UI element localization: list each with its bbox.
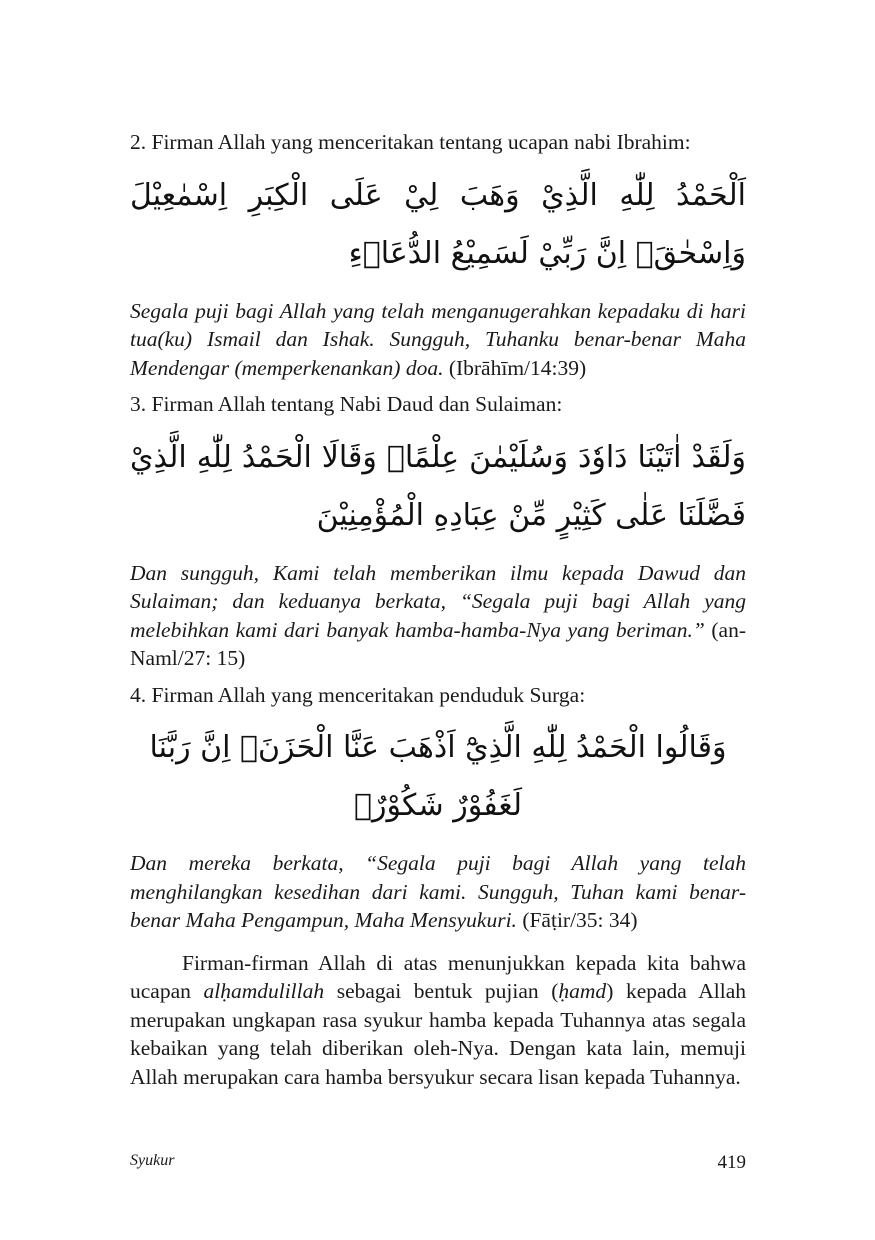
item-2-heading: 2. Firman Allah yang menceritakan tentang ucapan nabi Ibrahim: <box>130 130 691 154</box>
item-4-translation <box>130 849 746 935</box>
paragraph-term-hamd: ḥamd <box>558 979 607 1003</box>
page-content <box>130 128 746 1091</box>
page-number: 419 <box>717 1152 746 1173</box>
item-2-translation-text: Segala puji bagi Allah yang telah menganugerahkan kepadaku di hari tua(ku) Ismail dan Ishak. Sungguh, Tuhanku benar-benar Maha Mendengar (memperkenankan) doa. <box>130 298 746 380</box>
item-3-translation <box>130 559 746 673</box>
item-3-arabic-verse: وَلَقَدْ اٰتَيْنَا دَاوٗدَ وَسُلَيْمٰنَ عِلْمًاۚ وَقَالَا الْحَمْدُ لِلّٰهِ الَّذِيْ فَضَّلَنَا عَلٰى كَثِيْرٍ مِّنْ عِبَادِهِ الْمُؤْمِنِيْنَ <box>130 439 746 533</box>
item-2-translation <box>130 297 746 383</box>
item-4-arabic-verse: وَقَالُوا الْحَمْدُ لِلّٰهِ الَّذِيْٓ اَذْهَبَ عَنَّا الْحَزَنَۗ اِنَّ رَبَّنَا لَغَفُوْرٌ شَكُوْرٌۙ <box>149 730 727 823</box>
item-4-heading: 4. Firman Allah yang menceritakan penduduk Surga: <box>130 682 586 707</box>
page-footer <box>130 1152 746 1176</box>
item-3-reference: (an-Naml/27: 15) <box>130 617 746 670</box>
paragraph-text-3: ) kepada Allah merupakan ungkapan rasa syukur hamba kepada Tuhannya atas segala kebaikan yang telah diberikan oleh-Nya. Dengan kata lain, memuji Allah merupakan cara hamba bersyukur secara lisan kepada Tuhannya. <box>130 979 746 1089</box>
item-4-reference: (Fāṭir/35: 34) <box>522 908 638 932</box>
item-2-arabic-verse: اَلْحَمْدُ لِلّٰهِ الَّذِيْ وَهَبَ لِيْ عَلَى الْكِبَرِ اِسْمٰعِيْلَ وَاِسْحٰقَۗ اِنَّ رَبِّيْ لَسَمِيْعُ الدُّعَاۤءِ <box>130 177 746 271</box>
footer-chapter-title: Syukur <box>130 1152 175 1169</box>
paragraph-text-2: sebagai bentuk pujian ( <box>324 979 559 1003</box>
body-paragraph <box>130 949 746 1092</box>
paragraph-text-1: Firman-firman Allah di atas menunjukkan kepada kita bahwa ucapan <box>130 950 746 1003</box>
paragraph-term-alhamdulillah: alḥamdulillah <box>203 979 325 1003</box>
item-2-reference: (Ibrāhīm/14:39) <box>448 355 587 380</box>
item-3-translation-text: Dan sungguh, Kami telah memberikan ilmu kepada Dawud dan Sulaiman; dan keduanya berkata, “Segala puji bagi Allah yang melebihkan kami dari banyak hamba-hamba-Nya yang beriman.” <box>130 560 746 642</box>
item-3-heading: 3. Firman Allah tentang Nabi Daud dan Sulaiman: <box>130 392 563 416</box>
item-4-translation-text: Dan mereka berkata, “Segala puji bagi Allah yang telah menghilangkan kesedihan dari kami. Sungguh, Tuhan kami benar-benar Maha Pengampun, Maha Mensyukuri. <box>130 851 746 932</box>
